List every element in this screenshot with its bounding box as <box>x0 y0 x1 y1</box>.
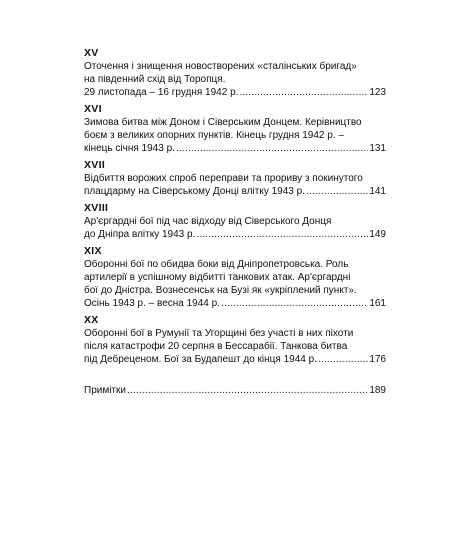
page-number: 176 <box>369 354 386 365</box>
toc-entry-line[interactable] <box>84 86 386 99</box>
page-number: 141 <box>369 186 386 197</box>
toc-chapter-xvi <box>84 103 386 155</box>
toc-chapter-xvii <box>84 159 386 198</box>
toc-chapter-xix <box>84 245 386 310</box>
chapter-title-line: під Дебреценом. Бої за Будапешт до кінця 1944 р. <box>84 354 317 365</box>
dot-leader <box>176 142 368 155</box>
dot-leader <box>318 353 368 366</box>
page-number: 131 <box>369 143 386 154</box>
chapter-number: XV <box>84 47 99 59</box>
chapter-title-line: Відбиття ворожих спроб переправи та прориву з покинутого <box>84 173 363 184</box>
dot-leader <box>196 228 368 241</box>
toc-entry-line[interactable] <box>84 185 386 198</box>
toc-notes <box>84 384 386 397</box>
chapter-title-line: плацдарму на Сіверському Донці влітку 1943 р. <box>84 186 305 197</box>
chapter-number: XVIII <box>84 202 109 214</box>
page-number: 161 <box>369 298 386 309</box>
dot-leader <box>127 384 368 397</box>
toc-chapter-xv <box>84 47 386 99</box>
page-number: 189 <box>369 385 386 396</box>
notes-label: Примітки <box>84 385 126 396</box>
chapter-number: XVII <box>84 159 106 171</box>
toc-entry-line[interactable] <box>84 353 386 366</box>
dot-leader <box>239 86 368 99</box>
table-of-contents <box>84 47 386 401</box>
toc-chapter-xviii <box>84 202 386 241</box>
chapter-title-line: на південний схід від Торопця. <box>84 74 226 85</box>
toc-entry-line[interactable] <box>84 142 386 155</box>
dot-leader <box>221 297 368 310</box>
toc-entry-line[interactable] <box>84 228 386 241</box>
chapter-title-line: Ар'єргардні бої під час відходу від Сіверського Донця <box>84 216 332 227</box>
chapter-title-line: після катастрофи 20 серпня в Бессарабії. Танкова битва <box>84 341 348 352</box>
chapter-number: XVI <box>84 103 102 115</box>
chapter-title-line: бої до Дністра. Вознесенськ на Бузі як «укріплений пункт». <box>84 285 357 296</box>
chapter-title-line: Осінь 1943 р. – весна 1944 р. <box>84 298 220 309</box>
chapter-title-line: до Дніпра влітку 1943 р. <box>84 229 196 240</box>
toc-entry-line[interactable] <box>84 297 386 310</box>
chapter-title-line: кінець січня 1943 р. <box>84 143 175 154</box>
chapter-title-line: Оборонні бої в Румунії та Угорщині без участі в них піхоти <box>84 328 354 339</box>
page-number: 123 <box>369 87 386 98</box>
toc-chapter-xx <box>84 314 386 366</box>
chapter-title-line: артилерії в успішному відбитті танкових атак. Ар'єргардні <box>84 272 351 283</box>
page-number: 149 <box>369 229 386 240</box>
chapter-title-line: Зимова битва між Доном і Сіверським Донцем. Керівництво <box>84 117 362 128</box>
chapter-title-line: Оточення і знищення новостворених «сталінських бригад» <box>84 61 357 72</box>
toc-entry-line[interactable] <box>84 384 386 397</box>
dot-leader <box>306 185 368 198</box>
chapter-number: XIX <box>84 245 102 257</box>
chapter-title-line: Оборонні бої по обидва боки від Дніпропетровська. Роль <box>84 259 349 270</box>
chapter-title-line: 29 листопада – 16 грудня 1942 р. <box>84 87 239 98</box>
chapter-number: XX <box>84 314 99 326</box>
chapter-title-line: боєм з великих опорних пунктів. Кінець грудня 1942 р. – <box>84 130 344 141</box>
